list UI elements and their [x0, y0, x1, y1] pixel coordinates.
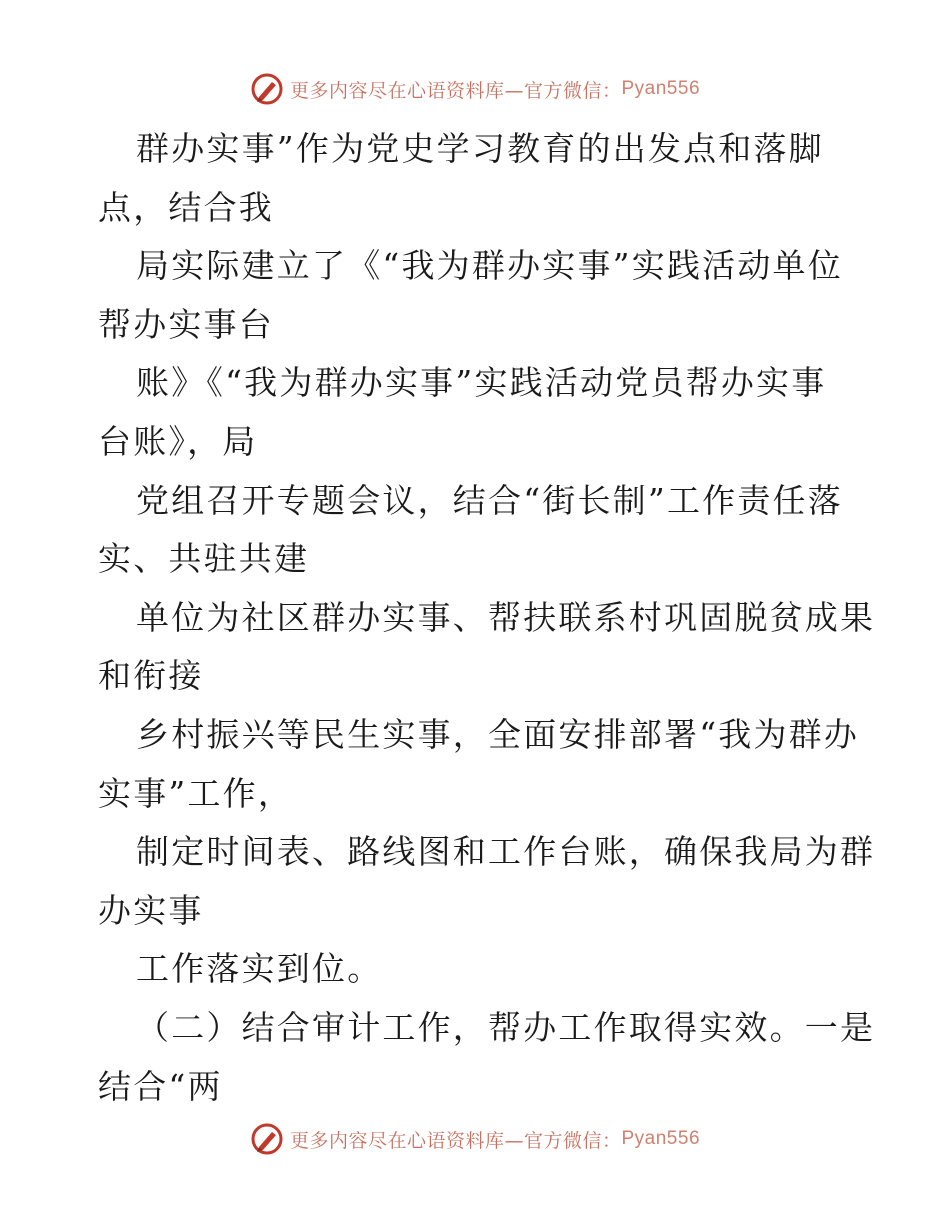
text-line: 群办实事”作为党史学习教育的出发点和落脚: [136, 129, 824, 168]
text-line: 实事”工作，: [98, 773, 294, 813]
text-line: 和衔接: [98, 656, 204, 696]
text-line: 结合“两: [98, 1066, 223, 1106]
text-line: 点，结合我: [98, 187, 274, 227]
text-line: 单位为社区群办实事、帮扶联系村巩固脱贫成果: [136, 597, 876, 637]
watermark-text: 更多内容尽在心语资料库—官方微信：: [289, 1129, 622, 1152]
text-line: 帮办实事台: [98, 304, 274, 344]
text-line: 乡村振兴等民生实事，全面安排部署“我为群办: [136, 714, 860, 754]
text-line: 制定时间表、路线图和工作台账，确保我局为群: [136, 832, 876, 872]
text-line: 局实际建立了《“我为群办实事”实践活动单位: [136, 246, 843, 286]
text-line: 账》《“我为群办实事”实践活动党员帮办实事: [136, 363, 827, 403]
text-line: 台账》，局: [98, 421, 258, 461]
text-line: 办实事: [98, 890, 204, 930]
text-line: 党组召开专题会议，结合“街长制”工作责任落: [136, 480, 843, 520]
text-line: 实、共驻共建: [98, 539, 310, 579]
watermark-code: Pyan556: [621, 78, 701, 99]
text-line: 工作落实到位。: [136, 949, 383, 989]
text-line: （二）结合审计工作，帮办工作取得实效。一是: [136, 1007, 876, 1047]
watermark-code: Pyan556: [621, 1128, 701, 1149]
watermark-footer: [0, 1122, 950, 1156]
watermark-text: 更多内容尽在心语资料库—官方微信：: [289, 79, 622, 102]
red-pen-logo-icon: [250, 1122, 284, 1156]
red-pen-logo-icon: [250, 72, 284, 106]
document-body: [98, 120, 876, 1116]
watermark-header: [0, 72, 950, 106]
